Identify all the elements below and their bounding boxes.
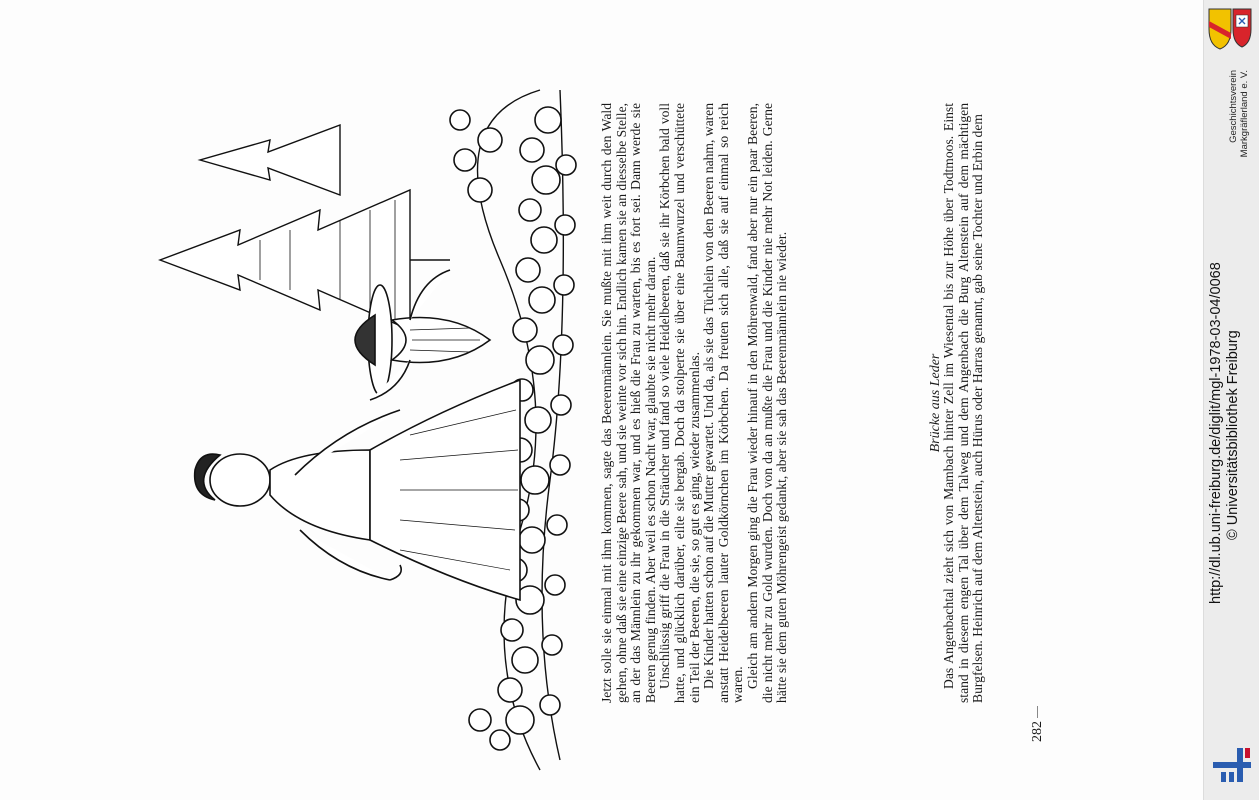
- paragraph: Die Kinder hatten schon auf die Mutter gewartet. Und da, als sie das Tüchlein von den Beeren nahm, waren anstatt Heidelbeeren lauter Goldkörnchen im Körbchen. Da freuten sich alle, daß sie auf einmal so reich waren.: [701, 103, 746, 703]
- paragraph: Unschlüssig griff die Frau in die Sträucher und fand so viele Heidelbeeren, daß sie ihr Körbchen bald voll hatte, und glücklich darüber, eilte sie bergab. Doch da stolperte sie über eine Baumwurzel und verschüttete ein Teil der Beeren, die sie, so gut es ging, wieder zusammenlas.: [657, 103, 702, 703]
- copyright-text: © Universitätsbibliothek Freiburg: [1225, 330, 1241, 540]
- story-text-bottom: [942, 103, 986, 703]
- sidebar-text: [1206, 0, 1242, 800]
- berry-man-figure: [355, 270, 490, 400]
- page-number-wrap: [1030, 706, 1046, 742]
- paragraph: Das Angenbachtal zieht sich von Mambach hinter Zell im Wiesental bis zur Höhe über Todtmoos. Einst stand in diesem engen Tal über dem Talweg und dem Angenbach die Burg Altenstein auf dem mächtigen Burgfelsen. Heinrich auf dem Altenstein, auch Hürus oder Harras genannt, gab seine Tochter und Erbin dem: [941, 103, 986, 703]
- section-title: Brücke aus Leder: [928, 353, 943, 453]
- ub-freiburg-logo-icon[interactable]: [1209, 746, 1255, 784]
- page-number-rule: [1037, 706, 1038, 718]
- paragraph: Gleich am andern Morgen ging die Frau wieder hinauf in den Möhrenwald, fand aber nur ein paar Beeren, die nicht mehr zu Gold wurden. Doch von da an mußte die Frau und die Kinder nie mehr Not leiden. Gerne hätte sie dem guten Möhrengeist gedankt, aber sie sah das Beerenmännlein nie wieder.: [744, 103, 790, 703]
- paragraph: Jetzt solle sie einmal mit ihm kommen, sagte das Beerenmännlein. Sie mußte mit ihm weit durch den Wald gehen, ohne daß sie eine einzige Beere sah, und sie weinte vor sich hin. Endlich kamen sie an diesselbe Stelle, an der das Männlein zu ihr gekommen war, und es hieß die Frau zu warten, bis es fort sei. Dann werde sie Beeren genug finden. Aber weil es schon Nacht war, glaubte sie nicht mehr daran.: [599, 103, 658, 703]
- document-url-link[interactable]: http://dl.ub.uni-freiburg.de/diglit/mgl-1978-03-04/0068: [1208, 262, 1224, 604]
- story-text-top: [600, 103, 790, 703]
- fir-trees: [160, 125, 450, 330]
- society-line-1: Geschichtsverein: [1228, 70, 1239, 143]
- society-line-2: Markgräflerland e. V.: [1239, 70, 1250, 158]
- page-number: 282: [1030, 721, 1045, 742]
- woodcut-illustration: [120, 80, 580, 780]
